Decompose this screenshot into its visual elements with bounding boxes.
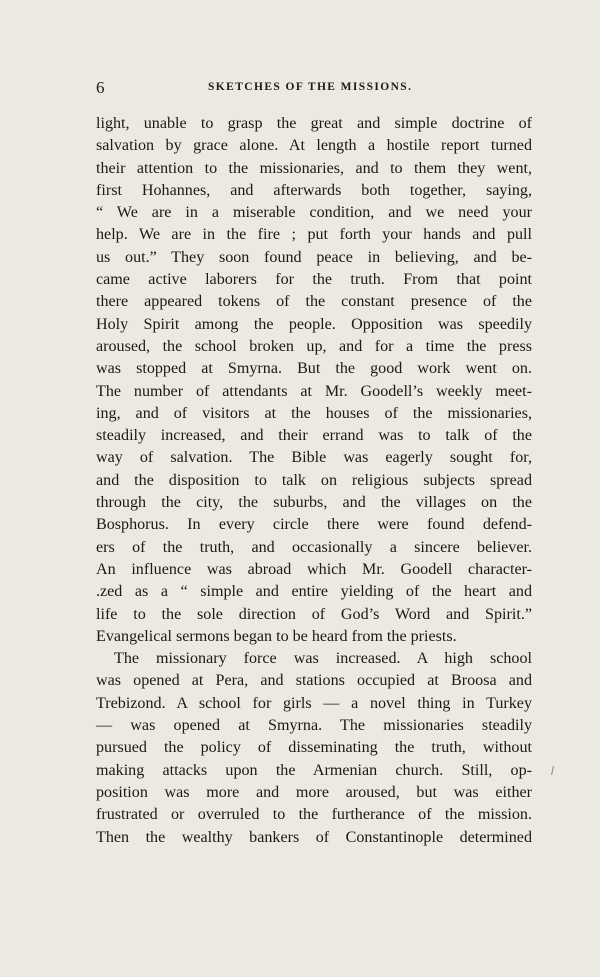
text-line: their attention to the missionaries, and to them they went,: [96, 159, 532, 177]
page-number: 6: [96, 78, 105, 97]
text-line: “ We are in a miserable condition, and we need your: [96, 204, 532, 222]
text-line: was stopped at Smyrna. But the good work went on.: [96, 360, 532, 378]
text-line: Holy Spirit among the people. Opposition was speedily: [96, 315, 532, 333]
text-line: Evangelical sermons began to be heard from the priests.: [96, 627, 457, 645]
text-line: ers of the truth, and occasionally a sincere believer.: [96, 538, 532, 556]
stray-ink-mark: [551, 766, 554, 775]
text-line: The number of attendants at Mr. Goodell’s weekly meet-: [96, 382, 532, 400]
text-line: making attacks upon the Armenian church. Still, op-: [96, 761, 532, 779]
text-line: — was opened at Smyrna. The missionaries steadily: [96, 717, 532, 735]
text-line: there appeared tokens of the constant presence of the: [96, 293, 532, 311]
text-line: salvation by grace alone. At length a hostile report turned: [96, 137, 532, 155]
paragraph-2: [96, 648, 532, 849]
paragraph-1: [96, 113, 532, 648]
text-line: frustrated or overruled to the furtherance of the mission.: [96, 806, 532, 824]
text-line: way of salvation. The Bible was eagerly sought for,: [96, 449, 532, 467]
text-line: came active laborers for the truth. From that point: [96, 271, 532, 289]
text-line: first Hohannes, and afterwards both together, saying,: [96, 181, 532, 199]
text-line: through the city, the suburbs, and the villages on the: [96, 494, 532, 512]
text-line: Bosphorus. In every circle there were found defend-: [96, 516, 532, 534]
text-line: life to the sole direction of God’s Word and Spirit.”: [96, 605, 532, 623]
text-line: light, unable to grasp the great and simple doctrine of: [96, 115, 532, 132]
text-line: position was more and more aroused, but was either: [96, 783, 532, 801]
text-line: steadily increased, and their errand was to talk of the: [96, 427, 532, 445]
text-line: Trebizond. A school for girls — a novel thing in Turkey: [96, 694, 532, 712]
text-line: The missionary force was increased. A high school: [114, 650, 532, 668]
text-line: pursued the policy of disseminating the truth, without: [96, 739, 532, 757]
body-text: [96, 113, 532, 849]
text-line: Then the wealthy bankers of Constantinople determined: [96, 828, 532, 846]
text-line: help. We are in the fire ; put forth your hands and pull: [96, 226, 532, 244]
page-header: [96, 78, 532, 100]
text-line: us out.” They soon found peace in believing, and be-: [96, 248, 532, 266]
running-head: SKETCHES OF THE MISSIONS.: [208, 81, 413, 93]
text-line: aroused, the school broken up, and for a time the press: [96, 337, 532, 355]
text-line: and the disposition to talk on religious subjects spread: [96, 471, 532, 489]
text-line: .zed as a “ simple and entire yielding of the heart and: [96, 583, 532, 601]
text-line: ing, and of visitors at the houses of the missionaries,: [96, 404, 532, 422]
text-line: An influence was abroad which Mr. Goodell character-: [96, 560, 532, 578]
text-line: was opened at Pera, and stations occupied at Broosa and: [96, 672, 532, 690]
